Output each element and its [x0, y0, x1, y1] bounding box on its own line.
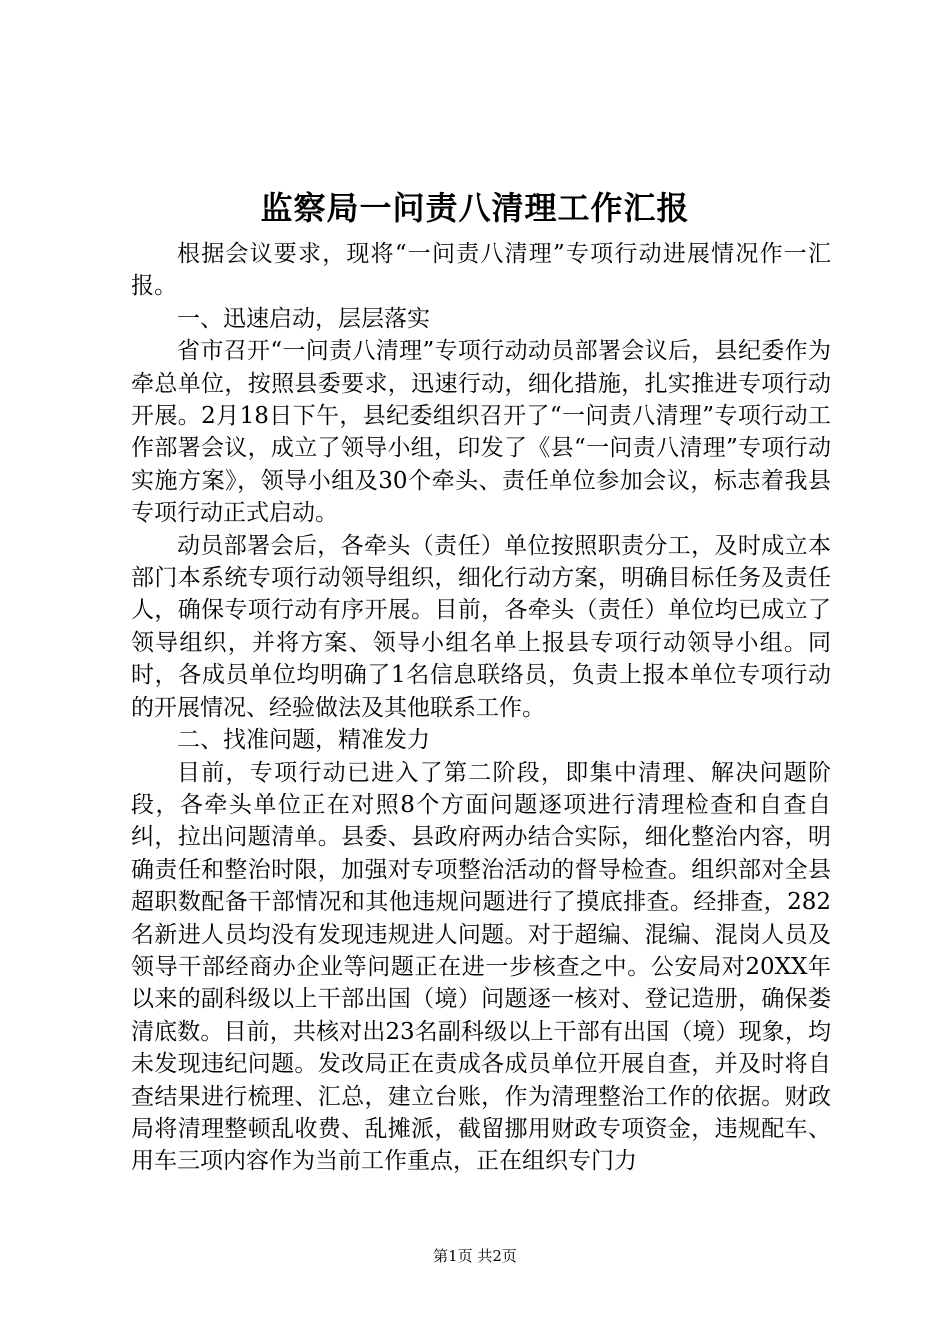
- page-footer: 第1页 共2页: [433, 1247, 517, 1265]
- section-heading-1: 一、迅速启动，层层落实: [177, 305, 430, 332]
- paragraph-section-1b: 动员部署会后，各牵头（责任）单位按照职责分工，及时成立本部门本系统专项行动领导组织，细化行动方案，明确目标任务及责任人，确保专项行动有序开展。目前，各牵头（责任）单位均已成立了领导组织，并将方案、领导小组名单上报县专项行动领导小组。同时，各成员单位均明确了1名信息联络员，负责上报本单位专项行动的开展情况、经验做法及其他联系工作。: [131, 532, 831, 721]
- section-heading-2: 二、找准问题，精准发力: [177, 727, 430, 754]
- paragraph-section-1a: 省市召开“一问责八清理”专项行动动员部署会议后，县纪委作为牵总单位，按照县委要求，迅速行动，细化措施，扎实推进专项行动开展。2月18日下午，县纪委组织召开了“一问责八清理”专项行动工作部署会议，成立了领导小组，印发了《县“一问责八清理”专项行动实施方案》，领导小组及30个牵头、责任单位参加会议，标志着我县专项行动正式启动。: [131, 338, 831, 527]
- paragraph-section-2a: 目前，专项行动已进入了第二阶段，即集中清理、解决问题阶段，各牵头单位正在对照8个方面问题逐项进行清理检查和自查自纠，拉出问题清单。县委、县政府两办结合实际，细化整治内容，明确责任和整治时限，加强对专项整治活动的督导检查。组织部对全县超职数配备干部情况和其他违规问题进行了摸底排查。经排查，282名新进人员均没有发现违规进人问题。对于超编、混编、混岗人员及领导干部经商办企业等问题正在进一步核查之中。公安局对20XX年以来的副科级以上干部出国（境）问题逐一核对、登记造册，确保娄清底数。目前，共核对出23名副科级以上干部有出国（境）现象，均未发现违纪问题。发改局正在责成各成员单位开展自查，并及时将自查结果进行梳理、汇总，建立台账，作为清理整治工作的依据。财政局将清理整顿乱收费、乱摊派，截留挪用财政专项资金，违规配车、用车三项内容作为当前工作重点，正在组织专门力: [131, 759, 831, 1175]
- document-body: [131, 238, 831, 1178]
- document-title: 监察局一问责八清理工作汇报: [260, 189, 690, 227]
- paragraph-intro: 根据会议要求，现将“一问责八清理”专项行动进展情况作一汇报。: [131, 241, 831, 300]
